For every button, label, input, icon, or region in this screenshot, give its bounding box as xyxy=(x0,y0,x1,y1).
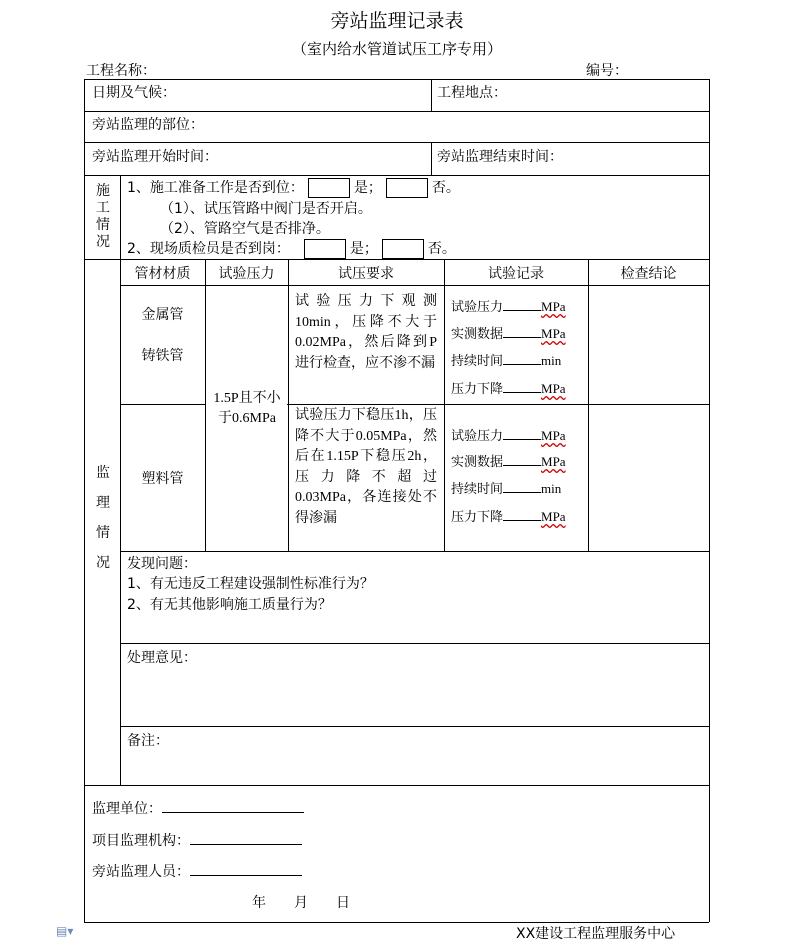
plastic-pipe-label: 塑料管 xyxy=(141,471,184,487)
yes-checkbox[interactable] xyxy=(308,178,350,198)
construction-sub1: （1）、试压管路中阀门是否开启。 xyxy=(160,201,372,217)
date-line: 年 月 日 xyxy=(252,895,350,911)
yes-checkbox[interactable] xyxy=(304,239,346,259)
signature-line[interactable] xyxy=(162,798,304,813)
construction-sub2: （2）、管路空气是否排净。 xyxy=(160,221,330,237)
record-input[interactable] xyxy=(503,507,541,521)
construction-item2: 2、现场质检员是否到岗： 是； 否。 xyxy=(127,241,456,257)
signature-line[interactable] xyxy=(190,830,302,845)
col-header-pressure: 试验压力 xyxy=(218,266,275,282)
record-input[interactable] xyxy=(503,426,541,440)
col-header-conclusion: 检查结论 xyxy=(620,266,677,282)
document-icon: ▤▾ xyxy=(56,924,74,938)
record-plastic-pressure: 试验压力 MPa xyxy=(451,428,566,444)
test-pressure-value: 1.5P且不小于0.6MPa xyxy=(213,391,281,426)
issue-1: 1、有无违反工程建设强制性标准行为？ xyxy=(127,576,374,592)
company-name: XX建设工程监理服务中心 xyxy=(516,926,676,942)
record-metal-measured: 实测数据 MPa xyxy=(451,326,566,342)
number-label: 编号： xyxy=(586,63,628,79)
record-metal-pressure: 试验压力 MPa xyxy=(451,299,566,315)
record-metal-duration: 持续时间 min xyxy=(451,353,562,369)
cast-iron-pipe-label: 铸铁管 xyxy=(141,348,184,364)
supervision-side-label: 监 理 情 况 xyxy=(96,465,110,571)
requirement-plastic: 试验压力下稳压1h，压降不大于0.05MPa，然后在1.15P下稳压2h，压力降不超过0.03MPa，各连接处不得渗漏 xyxy=(295,408,437,526)
record-input[interactable] xyxy=(503,297,541,311)
record-input[interactable] xyxy=(503,351,541,365)
start-time-label: 旁站监理开始时间： xyxy=(92,149,218,165)
location-label: 工程地点： xyxy=(437,85,507,101)
project-name-label: 工程名称： xyxy=(86,63,156,79)
record-metal-drop: 压力下降 MPa xyxy=(451,381,566,397)
construction-side-label: 施 工 情 况 xyxy=(96,183,110,250)
date-weather-label: 日期及气候： xyxy=(92,85,176,101)
supervision-org-field: 项目监理机构： xyxy=(92,830,302,850)
metal-pipe-label: 金属管 xyxy=(141,307,184,323)
record-input[interactable] xyxy=(503,324,541,338)
supervision-person-field: 旁站监理人员： xyxy=(92,861,302,881)
page-title: 旁站监理记录表 xyxy=(330,10,464,32)
issues-title: 发现问题： xyxy=(127,556,197,572)
issue-2: 2、有无其他影响施工质量行为？ xyxy=(127,597,332,613)
record-input[interactable] xyxy=(503,452,541,466)
page-subtitle: （室内给水管道试压工序专用） xyxy=(291,40,502,58)
no-checkbox[interactable] xyxy=(382,239,424,259)
signature-line[interactable] xyxy=(190,861,302,876)
record-input[interactable] xyxy=(503,379,541,393)
construction-item1: 1、施工准备工作是否到位： 是； 否。 xyxy=(127,180,460,196)
record-input[interactable] xyxy=(503,479,541,493)
requirement-metal: 试验压力下观测10min，压降不大于0.02MPa，然后降到P进行检查，应不渗不漏 xyxy=(295,294,437,371)
supervision-unit-field: 监理单位： xyxy=(92,798,304,818)
col-header-material: 管材材质 xyxy=(134,266,191,282)
col-header-requirement: 试压要求 xyxy=(338,266,394,282)
record-plastic-drop: 压力下降 MPa xyxy=(451,509,566,525)
part-label: 旁站监理的部位： xyxy=(92,117,204,133)
record-plastic-measured: 实测数据 MPa xyxy=(451,454,566,470)
remark-label: 备注： xyxy=(127,733,169,749)
opinion-label: 处理意见： xyxy=(127,650,197,666)
end-time-label: 旁站监理结束时间： xyxy=(437,149,563,165)
no-checkbox[interactable] xyxy=(386,178,428,198)
col-header-record: 试验记录 xyxy=(488,266,544,282)
record-plastic-duration: 持续时间 min xyxy=(451,481,562,497)
